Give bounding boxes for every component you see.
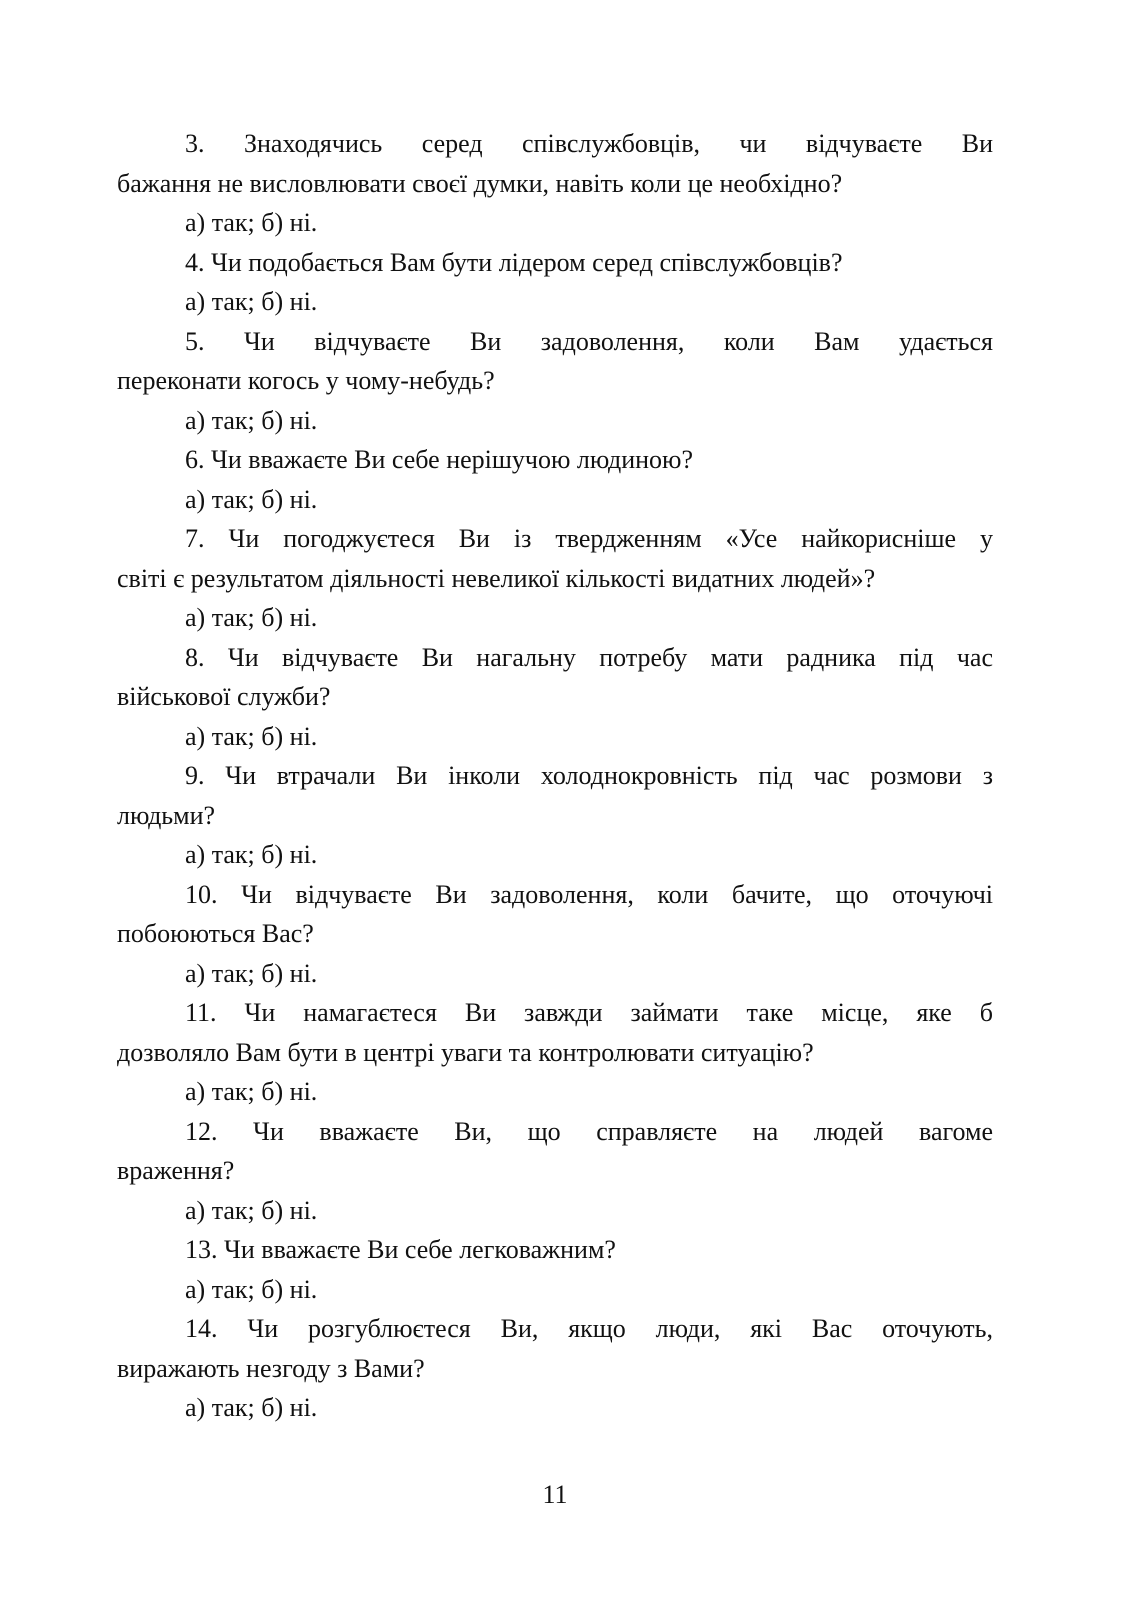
answer-options: а) так; б) ні. xyxy=(185,1393,318,1422)
answer-options: а) так; б) ні. xyxy=(185,603,318,632)
answer-options: а) так; б) ні. xyxy=(185,1077,318,1106)
question-text-line: переконати когось у чому-небудь? xyxy=(117,366,495,395)
answer-options: а) так; б) ні. xyxy=(185,287,318,316)
page-number: 11 xyxy=(542,1480,568,1509)
answer-options: а) так; б) ні. xyxy=(185,1274,318,1304)
question-item xyxy=(117,993,993,1112)
question-text-line: 4. Чи подобається Вам бути лідером серед співслужбовців? xyxy=(185,247,843,277)
question-text-line: 14. Чи розгублюєтеся Ви, якщо люди, які Вас оточують, xyxy=(185,1314,993,1343)
question-text-line: дозволяло Вам бути в центрі уваги та контролювати ситуацію? xyxy=(117,1037,814,1067)
question-item xyxy=(117,875,993,994)
question-item xyxy=(117,1112,993,1231)
question-text-line: 8. Чи відчуваєте Ви нагальну потребу мати радника під час xyxy=(185,642,993,672)
question-text-line: 5. Чи відчуваєте Ви задоволення, коли Вам удається xyxy=(185,326,993,356)
question-text-line: 12. Чи вважаєте Ви, що справляєте на людей вагоме xyxy=(185,1116,993,1146)
question-text-line: 13. Чи вважаєте Ви себе легковажним? xyxy=(185,1235,616,1264)
question-text-line: побоюються Вас? xyxy=(117,919,314,948)
question-text-line: 10. Чи відчуваєте Ви задоволення, коли бачите, що оточуючі xyxy=(185,879,993,909)
answer-options: а) так; б) ні. xyxy=(185,1195,318,1225)
question-text-line: 9. Чи втрачали Ви інколи холоднокровність під час розмови з xyxy=(185,761,993,790)
question-item xyxy=(117,322,993,441)
answer-options: а) так; б) ні. xyxy=(185,484,318,514)
question-item xyxy=(117,1309,993,1428)
answer-options: а) так; б) ні. xyxy=(185,405,318,435)
question-text-line: виражають незгоду з Вами? xyxy=(117,1353,425,1383)
question-text-line: світі є результатом діяльності невеликої кількості видатних людей»? xyxy=(117,563,876,593)
answer-options: а) так; б) ні. xyxy=(185,721,318,751)
question-item xyxy=(117,756,993,875)
answer-options: а) так; б) ні. xyxy=(185,208,318,237)
question-text-line: 6. Чи вважаєте Ви себе нерішучою людиною? xyxy=(185,445,694,474)
question-item xyxy=(117,124,993,243)
question-text-line: бажання не висловлювати своєї думки, навіть коли це необхідно? xyxy=(117,168,843,198)
answer-options: а) так; б) ні. xyxy=(185,958,318,988)
question-item xyxy=(117,1230,993,1309)
question-text-line: 11. Чи намагаєтеся Ви завжди займати таке місце, яке б xyxy=(185,998,993,1027)
question-item xyxy=(117,243,993,322)
question-item xyxy=(117,519,993,638)
question-text-line: військової служби? xyxy=(117,682,331,711)
question-item xyxy=(117,440,993,519)
question-text-line: 3. Знаходячись серед співслужбовців, чи відчуваєте Ви xyxy=(185,129,993,158)
question-text-line: враження? xyxy=(117,1156,235,1185)
question-text-line: людьми? xyxy=(117,800,216,830)
question-text-line: 7. Чи погоджуєтеся Ви із твердженням «Усе найкорисніше у xyxy=(185,524,993,553)
answer-options: а) так; б) ні. xyxy=(185,840,318,869)
questionnaire-body xyxy=(117,124,993,1428)
question-item xyxy=(117,638,993,757)
